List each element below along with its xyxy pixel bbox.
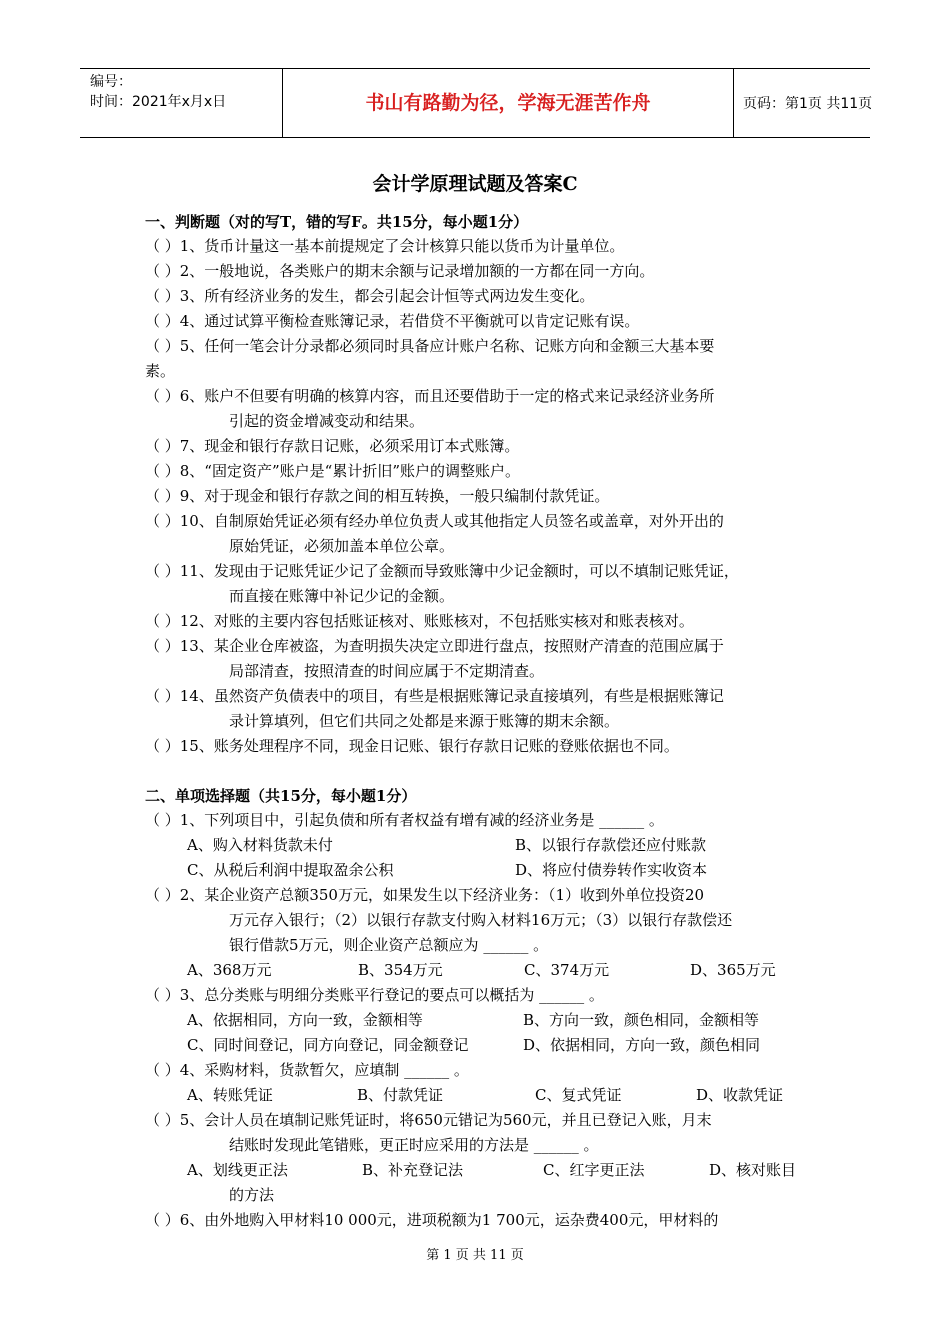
option-b: B、方向一致，颜色相同，金额相等 [523,1011,760,1029]
section2-heading: 二、单项选择题（共15分，每小题1分） [145,787,417,805]
option-a: A、368万元 [187,961,272,979]
question-line: （ ）3、所有经济业务的发生，都会引起会计恒等式两边发生变化。 [145,287,595,305]
option-b: B、付款凭证 [357,1086,444,1104]
document-header [80,68,873,138]
question-line: （ ）5、会计人员在填制记账凭证时，将650元错记为560元，并且已登记入账，月末 [145,1111,712,1129]
question-line: （ ）6、账户不但要有明确的核算内容，而且还要借助于一定的格式来记录经济业务所 [145,387,715,405]
option-b: B、补充登记法 [362,1161,464,1179]
question-line: 结账时发现此笔错账，更正时应采用的方法是 ______ 。 [229,1136,599,1154]
question-line: （ ）4、通过试算平衡检查账簿记录，若借贷不平衡就可以肯定记账有误。 [145,312,640,330]
option-c: C、374万元 [524,961,610,979]
question-line: 引起的资金增减变动和结果。 [229,412,425,430]
header-center-cell [282,69,734,137]
question-line: （ ）1、下列项目中，引起负债和所有者权益有增有减的经济业务是 ______ 。 [145,811,664,829]
option-d: D、将应付债券转作实收资本 [515,861,708,879]
option-d: D、依据相同，方向一致，颜色相同 [523,1036,761,1054]
option-d: D、收款凭证 [696,1086,784,1104]
question-line: 原始凭证，必须加盖本单位公章。 [229,537,455,555]
question-line: （ ）2、某企业资产总额350万元，如果发生以下经济业务：（1）收到外单位投资20 [145,886,705,904]
question-line: （ ）6、由外地购入甲材料10 000元，进项税额为1 700元，运杂费400元，甲材料的 [145,1211,719,1229]
header-right-cell [733,69,873,137]
question-line: 录计算填列，但它们共同之处都是来源于账簿的期末余额。 [229,712,620,730]
question-line: （ ）4、采购材料，货款暂欠，应填制 ______ 。 [145,1061,469,1079]
question-line: （ ）15、账务处理程序不同，现金日记账、银行存款日记账的登账依据也不同。 [145,737,679,755]
option-c: C、红字更正法 [543,1161,645,1179]
number-label: 编号： [90,74,132,90]
option-a: A、依据相同，方向一致，金额相等 [187,1011,423,1029]
option-a: A、购入材料货款未付 [187,836,333,854]
question-line: （ ）11、发现由于记账凭证少记了金额而导致账簿中少记金额时，可以不填制记账凭证， [145,562,739,580]
document-title: 会计学原理试题及答案C [372,173,578,195]
option-b: B、354万元 [358,961,443,979]
question-line: （ ）14、虽然资产负债表中的项目，有些是根据账簿记录直接填列，有些是根据账簿记 [145,687,724,705]
question-line: （ ）9、对于现金和银行存款之间的相互转换，一般只编制付款凭证。 [145,487,610,505]
option-d: D、核对账目 [709,1161,797,1179]
question-line: （ ）3、总分类账与明细分类账平行登记的要点可以概括为 ______ 。 [145,986,604,1004]
question-line: 素。 [145,362,176,380]
question-line: （ ）12、对账的主要内容包括账证核对、账账核对，不包括账实核对和账表核对。 [145,612,694,630]
page-footer: 第 1 页 共 11 页 [426,1248,524,1263]
option-c: C、同时间登记，同方向登记，同金额登记 [187,1036,469,1054]
question-line: （ ）5、任何一笔会计分录都必须同时具备应计账户名称、记账方向和金额三大基本要 [145,337,715,355]
section1-heading: 一、判断题（对的写T，错的写F。共15分，每小题1分） [145,213,529,231]
option-d: D、365万元 [690,961,776,979]
question-line: 银行借款5万元，则企业资产总额应为 ______ 。 [229,936,549,954]
date-line: 时间：2021年x月x日 [90,94,227,110]
question-line: （ ）2、一般地说，各类账户的期末余额与记录增加额的一方都在同一方向。 [145,262,655,280]
question-line: 万元存入银行；（2）以银行存款支付购入材料16万元；（3）以银行存款偿还 [229,911,733,929]
motto: 书山有路勤为径，学海无涯苦作舟 [365,92,651,114]
option-c: C、复式凭证 [535,1086,622,1104]
question-line: 局部清查，按照清查的时间应属于不定期清查。 [229,662,545,680]
header-left-cell [80,69,282,137]
question-line: 而直接在账簿中补记少记的金额。 [229,587,455,605]
option-b: B、以银行存款偿还应付账款 [515,836,707,854]
question-line: （ ）8、“固定资产”账户是“累计折旧”账户的调整账户。 [145,462,520,480]
question-line: （ ）10、自制原始凭证必须有经办单位负责人或其他指定人员签名或盖章，对外开出的 [145,512,724,530]
question-line: （ ）1、货币计量这一基本前提规定了会计核算只能以货币为计量单位。 [145,237,625,255]
option-a: A、划线更正法 [187,1161,288,1179]
question-line: （ ）13、某企业仓库被盗，为查明损失决定立即进行盘点，按照财产清查的范围应属于 [145,637,724,655]
page-info: 页码：第1页 共11页 [743,96,873,112]
option-c: C、从税后利润中提取盈余公积 [187,861,394,879]
option-continuation: 的方法 [229,1186,275,1204]
question-line: （ ）7、现金和银行存款日记账，必须采用订本式账簿。 [145,437,520,455]
option-a: A、转账凭证 [187,1086,273,1104]
